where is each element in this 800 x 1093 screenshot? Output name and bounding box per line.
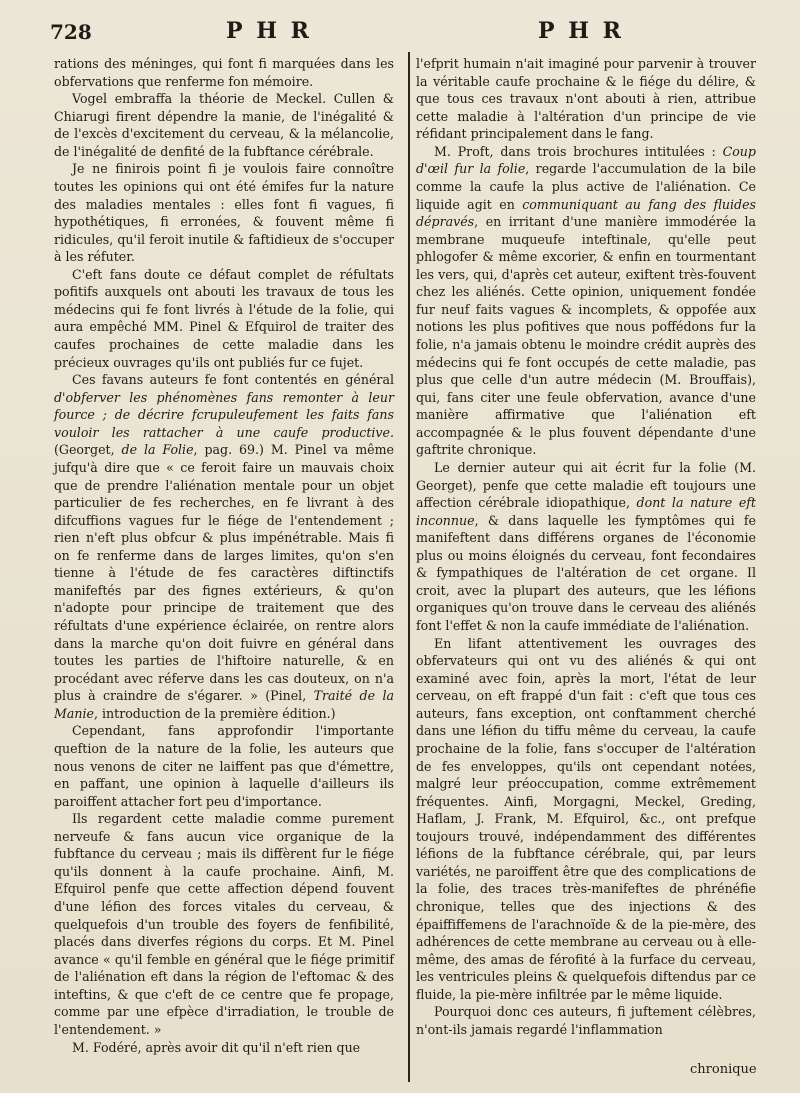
paragraph: rations des méninges, qui font fi marquées dans les obfervations que renferme fon mémoire. [54,56,394,89]
paragraph [416,143,756,459]
paragraph [54,371,394,722]
catchword: chronique [690,1062,757,1077]
paragraph [416,459,756,635]
paragraph: l'efprit humain n'ait imaginé pour parvenir à trouver la véritable caufe prochaine & le fiége du délire, & que tous ces travaux n'ont abouti à rien, attribue cette maladie à l'altération d'un principe de vie réfidant principalement dans le fang. [416,56,756,142]
left-column [54,55,394,1056]
running-head-right: P H R [538,18,624,44]
text-run: M. Proft, dans trois brochures intitulées : [434,143,723,159]
paragraph: Cependant, fans approfondir l'importante queftion de la nature de la folie, les auteurs que nous venons de citer ne laiffent pas que d'émettre, en paffant, une opinion à laquelle d'ailleurs ils paroiffent attacher fort peu d'importance. [54,723,394,809]
text-run: , regarde l'accumulation de la bile comme la caufe la plus active de l'aliénation. Ce liquide agit en [416,161,756,212]
paragraph: Ils regardent cette maladie comme purement nerveufe & fans aucun vice organique de la fubftance du cerveau ; mais ils diffèrent fur le fiége qu'ils donnent à la caufe prochaine. Ainfi, M. Efquirol penfe que cette affection dépend fouvent d'une léfion des forces vitales du cerveau, & quelquefois d'un trouble des foyers de fenfibilité, placés dans diverfes régions du corps. Et M. Pinel avance « qu'il femble en général que le fiége primitif de l'aliénation eft dans la région de l'eftomac & des inteftins, & que c'eft de ce centre que fe propage, comme par une efpèce d'irradiation, le trouble de l'entendement. » [54,811,394,1037]
paragraph: C'eft fans doute ce défaut complet de réfultats pofitifs auxquels ont abouti les travaux de tous les médecins qui fe font livrés à l'étude de la folie, qui aura empêché MM. Pinel & Efquirol de traiter des caufes prochaines de cette maladie dans les précieux ouvrages qu'ils ont publiés fur ce fujet. [54,266,394,370]
page-header [50,10,790,46]
text-run: (Georget, [54,442,122,458]
italic-quote: d'obferver les phénomènes fans remonter à leur fource ; de décrire fcrupuleufement les faits fans vouloir les rattacher à une caufe productive. [54,389,394,440]
italic-quote: communiquant au fang des fluides dépravés [416,196,756,230]
text-run: Le dernier auteur qui ait écrit fur la folie (M. Georget), penfe que cette maladie eft toujours une affection cérébrale idiopathique, [416,459,756,511]
page-number: 728 [50,20,92,44]
paragraph: En lifant attentivement les ouvrages des obfervateurs qui ont vu des aliénés & qui ont examiné avec foin, après la mort, l'état de leur cerveau, on eft frappé d'un fait : c'eft que tous ces auteurs, fans exception, ont conftamment cherché dans une léfion du tiffu même du cerveau, la caufe prochaine de la folie, fans s'occuper de l'altération de fes enveloppes, qu'ils ont cependant notées, malgré leur préoccupation, comme extrêmement fréquentes. Ainfi, Morgagni, Meckel, Greding, Haflam, J. Frank, M. Efquirol, &c., ont prefque toujours trouvé, indépendamment des différentes léfions de la fubftance cérébrale, qui, par leurs variétés, ne paroiffent être que des complications de la folie, des traces très-manifeftes de phrénéfie chronique, telles que des injections & des épaiffiffemens de l'arachnoïde & de la pie-mère, des adhérences de cette membrane au cerveau ou à elle-même, des amas de férofité à la furface du cerveau, les ventricules pleins & quelquefois diftendus par ce fluide, la pie-mère infiltrée par le même liquide. [416,635,756,1002]
italic-title: Coup d'œil fur la folie [416,143,756,177]
paragraph: Pourquoi donc ces auteurs, fi juftement célèbres, n'ont-ils jamais regardé l'inflammation [416,1004,756,1037]
right-column [416,55,756,1039]
text-run: , pag. 69.) M. Pinel va même jufqu'à dire que « ce feroit faire un mauvais choix que de prendre l'aliénation mentale pour un objet particulier de fes recherches, en fe livrant à des difcuffions vagues fur le fiége de l'entendement ; rien n'eft plus obfcur & plus impénétrable. Mais fi on fe renferme dans de larges limites, qu'on s'en tienne à l'étude de fes caractères diftinctifs manifeftés par des fignes extérieurs, & qu'on n'adopte pour principe de traitement que des réfultats d'une expérience éclairée, on rentre alors dans la marche qu'on doit fuivre en général dans toutes les parties de l'hiftoire naturelle, & en procédant avec réferve dans les cas douteux, on n'a plus à craindre de s'égarer. » (Pinel, [54,442,394,704]
italic-quote: dont la nature eft inconnue [416,495,756,528]
text-run: , & dans laquelle les fymptômes qui fe manifeftent dans différens organes de l'économie plus ou moins éloignés du cerveau, font fecondaires & fympathiques de l'altération de cet organe. Il croit, avec la plupart des auteurs, que les léfions organiques qu'on trouve dans le cerveau des aliénés font l'effet & non la caufe immédiate de l'aliénation. [416,512,756,633]
paragraph: M. Fodéré, après avoir dit qu'il n'eft rien que [72,1039,361,1055]
italic-title: Traité de la Manie [54,688,394,721]
column-divider [408,52,410,1082]
paragraph: Je ne finirois point fi je voulois faire connoître toutes les opinions qui ont été émifes fur la nature des maladies mentales : elles font fi vagues, fi hypothétiques, fi erronées, & fouvent même fi ridicules, qu'il feroit inutile & faftidieux de s'occuper à les réfuter. [54,161,394,265]
text-run: Ces favans auteurs fe font contentés en général [72,372,394,388]
text-run: , en irritant d'une manière immodérée la membrane muqueufe inteftinale, qu'elle peut phlogofer & même excorier, & enfin en tourmentant les vers, qui, d'après cet auteur, exiftent très-fouvent chez les aliénés. Cette opinion, uniquement fondée fur neuf faits vagues & incomplets, & oppofée aux notions les plus pofitives que nous poffédons fur la folie, n'a jamais obtenu le moindre crédit auprès des médecins qui fe font occupés de cette maladie, pas plus que celle d'un autre médecin (M. Brouffais), qui, fans citer une feule obfervation, avance d'une manière affirmative que l'aliénation eft accompagnée & le plus fouvent dépendante d'une gaftrite chronique. [416,214,756,458]
paragraph: Vogel embraffa la théorie de Meckel. Cullen & Chiarugi firent dépendre la manie, de l'inégalité & de l'excès d'excitement du cerveau, & la mélancolie, de l'inégalité de denfité de la fubftance cérébrale. [54,91,394,159]
text-run: , introduction de la première édition.) [94,705,336,721]
running-head-left: P H R [226,18,312,44]
italic-title: de la Folie [121,442,194,458]
